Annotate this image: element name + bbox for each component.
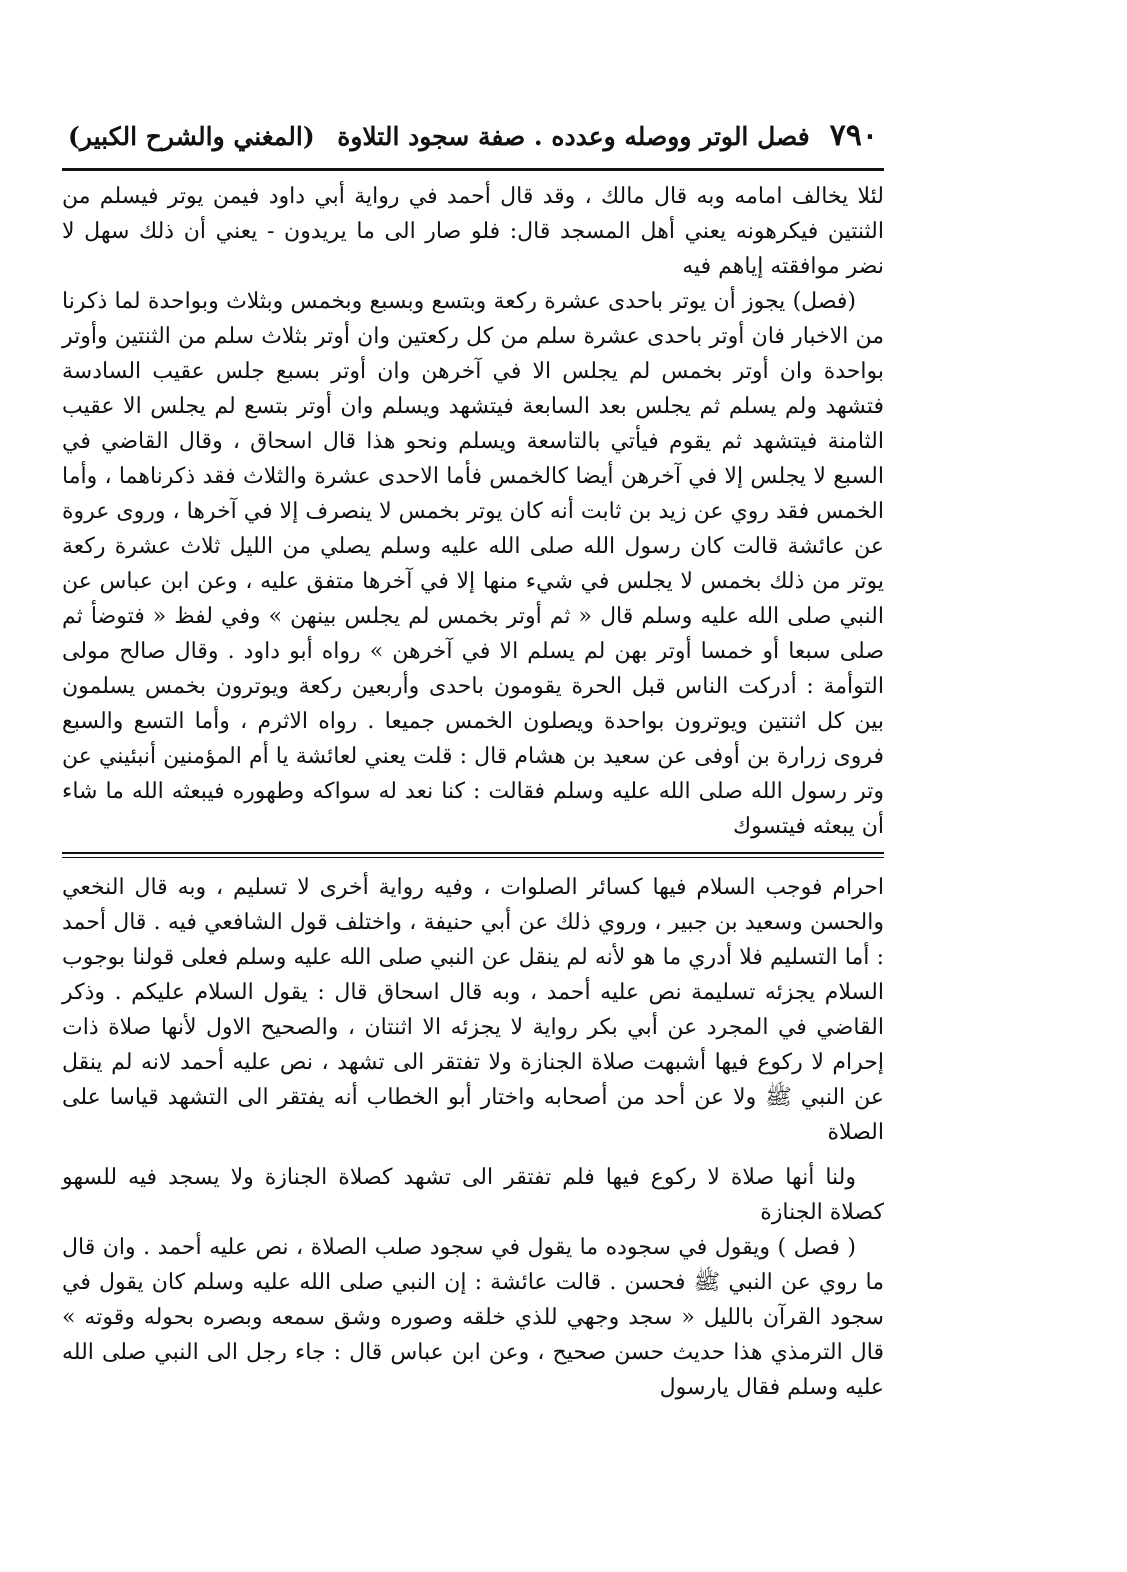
- page-number: ٧٩٠: [829, 118, 878, 153]
- fasl-witr-paragraph: (فصل) يجوز أن يوتر باحدى عشرة ركعة وبتسع وبسبع وبخمس وبثلاث وبواحدة لما ذكرنا من الاخبار فان أوتر باحدى عشرة سلم من كل ركعتين وان أوتر بثلاث سلم من الثنتين وأوتر بواحدة وان أوتر بخمس لم يجلس الا في آخرهن وان أوتر بسبع جلس عقيب السادسة فتشهد ولم يسلم ثم يجلس بعد السابعة فيتشهد ويسلم وان أوتر بتسع لم يجلس الا عقيب الثامنة فيتشهد ثم يقوم فيأتي بالتاسعة ويسلم ونحو هذا قال اسحاق ، وقال القاضي في السبع لا يجلس إلا في آخرهن أيضا كالخمس فأما الاحدى عشرة والثلاث فقد ذكرناهما ، وأما الخمس فقد روي عن زيد بن ثابت أنه كان يوتر بخمس لا ينصرف إلا في آخرها ، وروى عروة عن عائشة قالت كان رسول الله صلى الله عليه وسلم يصلي من الليل ثلاث عشرة ركعة يوتر من ذلك بخمس لا يجلس في شيء منها إلا في آخرها متفق عليه ، وعن ابن عباس عن النبي صلى الله عليه وسلم قال « ثم أوتر بخمس لم يجلس بينهن » وفي لفظ « فتوضأ ثم صلى سبعا أو خمسا أوتر بهن لم يسلم الا في آخرهن » رواه أبو داود . وقال صالح مولى التوأمة : أدركت الناس قبل الحرة يقومون باحدى وأربعين ركعة ويوترون بخمس يسلمون بين كل اثنتين ويوترون بواحدة ويصلون الخمس جميعا . رواه الاثرم ، وأما التسع والسبع فروى زرارة بن أوفى عن سعيد بن هشام قال : قلت يعني لعائشة يا أم المؤمنين أنبئيني عن وتر رسول الله صلى الله عليه وسلم فقالت : كنا نعد له سواكه وطهوره فيبعثه الله ما شاء أن يبعثه فيتسوك: [62, 289, 884, 839]
- commentary-text: [62, 870, 884, 1405]
- intro-paragraph: لئلا يخالف امامه وبه قال مالك ، وقد قال أحمد في رواية أبي داود فيمن يوتر فيسلم من الثنتين فيكرهونه يعني أهل المسجد قال: فلو صار الى ما يريدون - يعني أن ذلك سهل لا نضر موافقته إياهم فيه: [62, 184, 884, 279]
- section-divider: [62, 852, 884, 858]
- book-page: [62, 118, 884, 1405]
- fasl-sujud-paragraph: ( فصل ) ويقول في سجوده ما يقول في سجود صلب الصلاة ، نص عليه أحمد . وان قال ما روي عن النبي ﷺ فحسن . قالت عائشة : إن النبي صلى الله عليه وسلم كان يقول في سجود القرآن بالليل « سجد وجهي للذي خلقه وصوره وشق سمعه وبصره بحوله وقوته » قال الترمذي هذا حديث حسن صحيح ، وعن ابن عباس قال : جاء رجل الى النبي صلى الله عليه وسلم فقال يارسول: [62, 1235, 884, 1400]
- commentary-paragraph-1: احرام فوجب السلام فيها كسائر الصلوات ، وفيه رواية أخرى لا تسليم ، وبه قال النخعي والحسن وسعيد بن جبير ، وروي ذلك عن أبي حنيفة ، واختلف قول الشافعي فيه . قال أحمد : أما التسليم فلا أدري ما هو لأنه لم ينقل عن النبي صلى الله عليه وسلم فعلى قولنا بوجوب السلام يجزئه تسليمة نص عليه أحمد ، وبه قال اسحاق قال : يقول السلام عليكم . وذكر القاضي في المجرد عن أبي بكر رواية لا يجزئه الا اثنتان ، والصحيح الاول لأنها صلاة ذات إحرام لا ركوع فيها أشبهت صلاة الجنازة ولا تفتقر الى تشهد ، نص عليه أحمد لانه لم ينقل عن النبي ﷺ ولا عن أحد من أصحابه واختار أبو الخطاب أنه يفتقر الى التشهد قياسا على الصلاة: [62, 875, 884, 1145]
- section-title: فصل الوتر ووصله وعدده . صفة سجود التلاوة: [337, 122, 810, 151]
- page-header: [62, 118, 884, 164]
- commentary-paragraph-2: ولنا أنها صلاة لا ركوع فيها فلم تفتقر الى تشهد كصلاة الجنازة ولا يسجد فيه للسهو كصلاة الجنازة: [62, 1165, 884, 1225]
- main-text: [62, 179, 884, 844]
- header-rule: [62, 168, 884, 171]
- book-title: (المغني والشرح الكبير): [68, 122, 315, 151]
